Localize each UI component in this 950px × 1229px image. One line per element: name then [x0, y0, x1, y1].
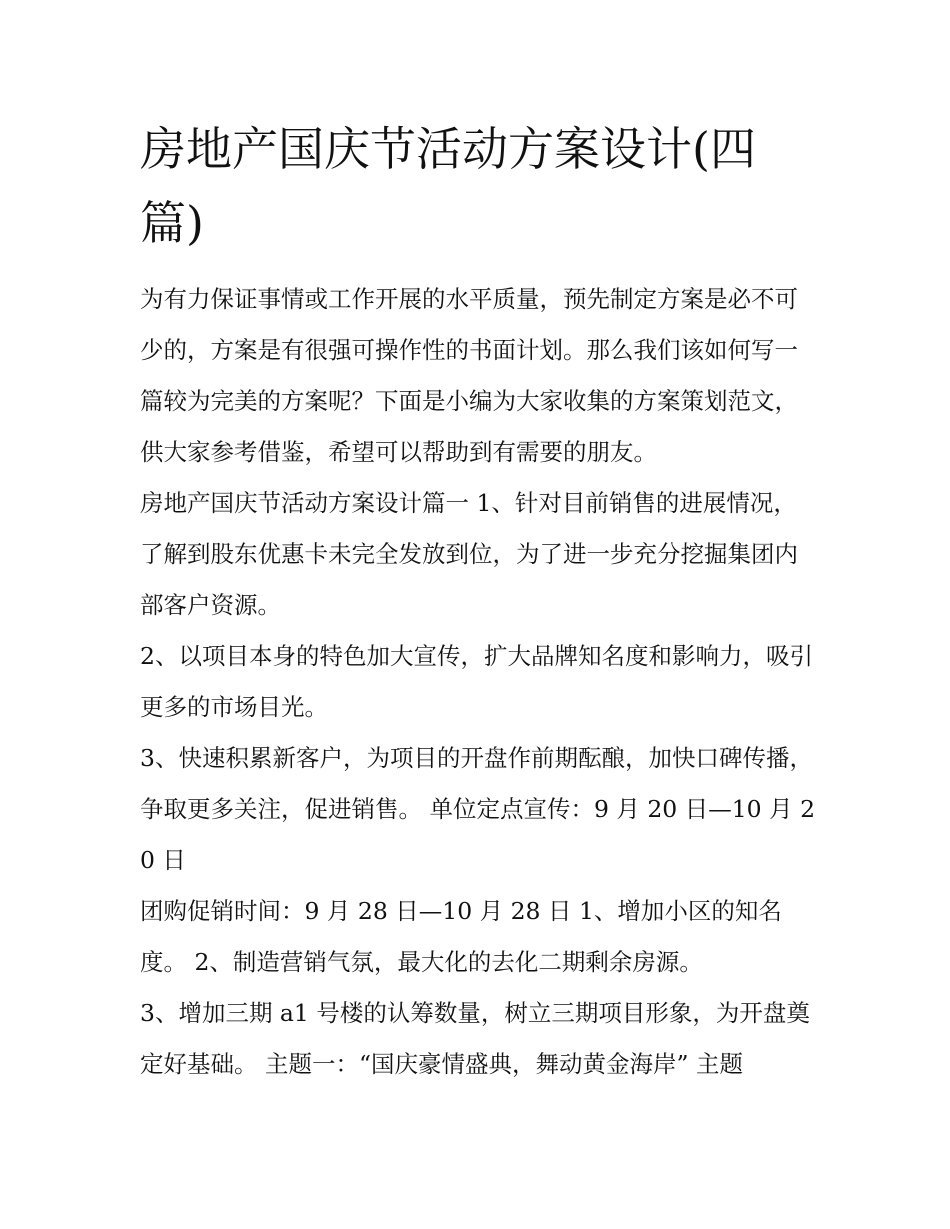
paragraph-section-1: 房地产国庆节活动方案设计篇一 1、针对目前销售的进展情况，了解到股东优惠卡未完全发放到位，为了进一步充分挖掘集团内部客户资源。	[140, 489, 798, 619]
document-page	[140, 112, 816, 1090]
paragraph-group-sales: 团购促销时间：9 月 28 日—10 月 28 日 1、增加小区的知名度。 2、制造营销气氛，最大化的去化二期剩余房源。	[140, 897, 782, 976]
paragraph-item-2: 2、以项目本身的特色加大宣传，扩大品牌知名度和影响力，吸引更多的市场目光。	[140, 642, 813, 721]
paragraph-intro: 为有力保证事情或工作开展的水平质量，预先制定方案是必不可少的，方案是有很强可操作性的书面计划。那么我们该如何写一篇较为完美的方案呢？下面是小编为大家收集的方案策划范文，供大家参考借鉴，希望可以帮助到有需要的朋友。	[140, 285, 798, 466]
paragraph-item-3b: 3、增加三期 a1 号楼的认筹数量，树立三期项目形象，为开盘奠定好基础。 主题一：“国庆豪情盛典，舞动黄金海岸” 主题	[140, 999, 810, 1078]
paragraph-item-3: 3、快速积累新客户，为项目的开盘作前期酝酿，加快口碑传播，争取更多关注，促进销售。 单位定点宣传：9 月 20 日—10 月 20 日	[140, 744, 816, 874]
document-title: 房地产国庆节活动方案设计(四篇)	[140, 122, 756, 250]
